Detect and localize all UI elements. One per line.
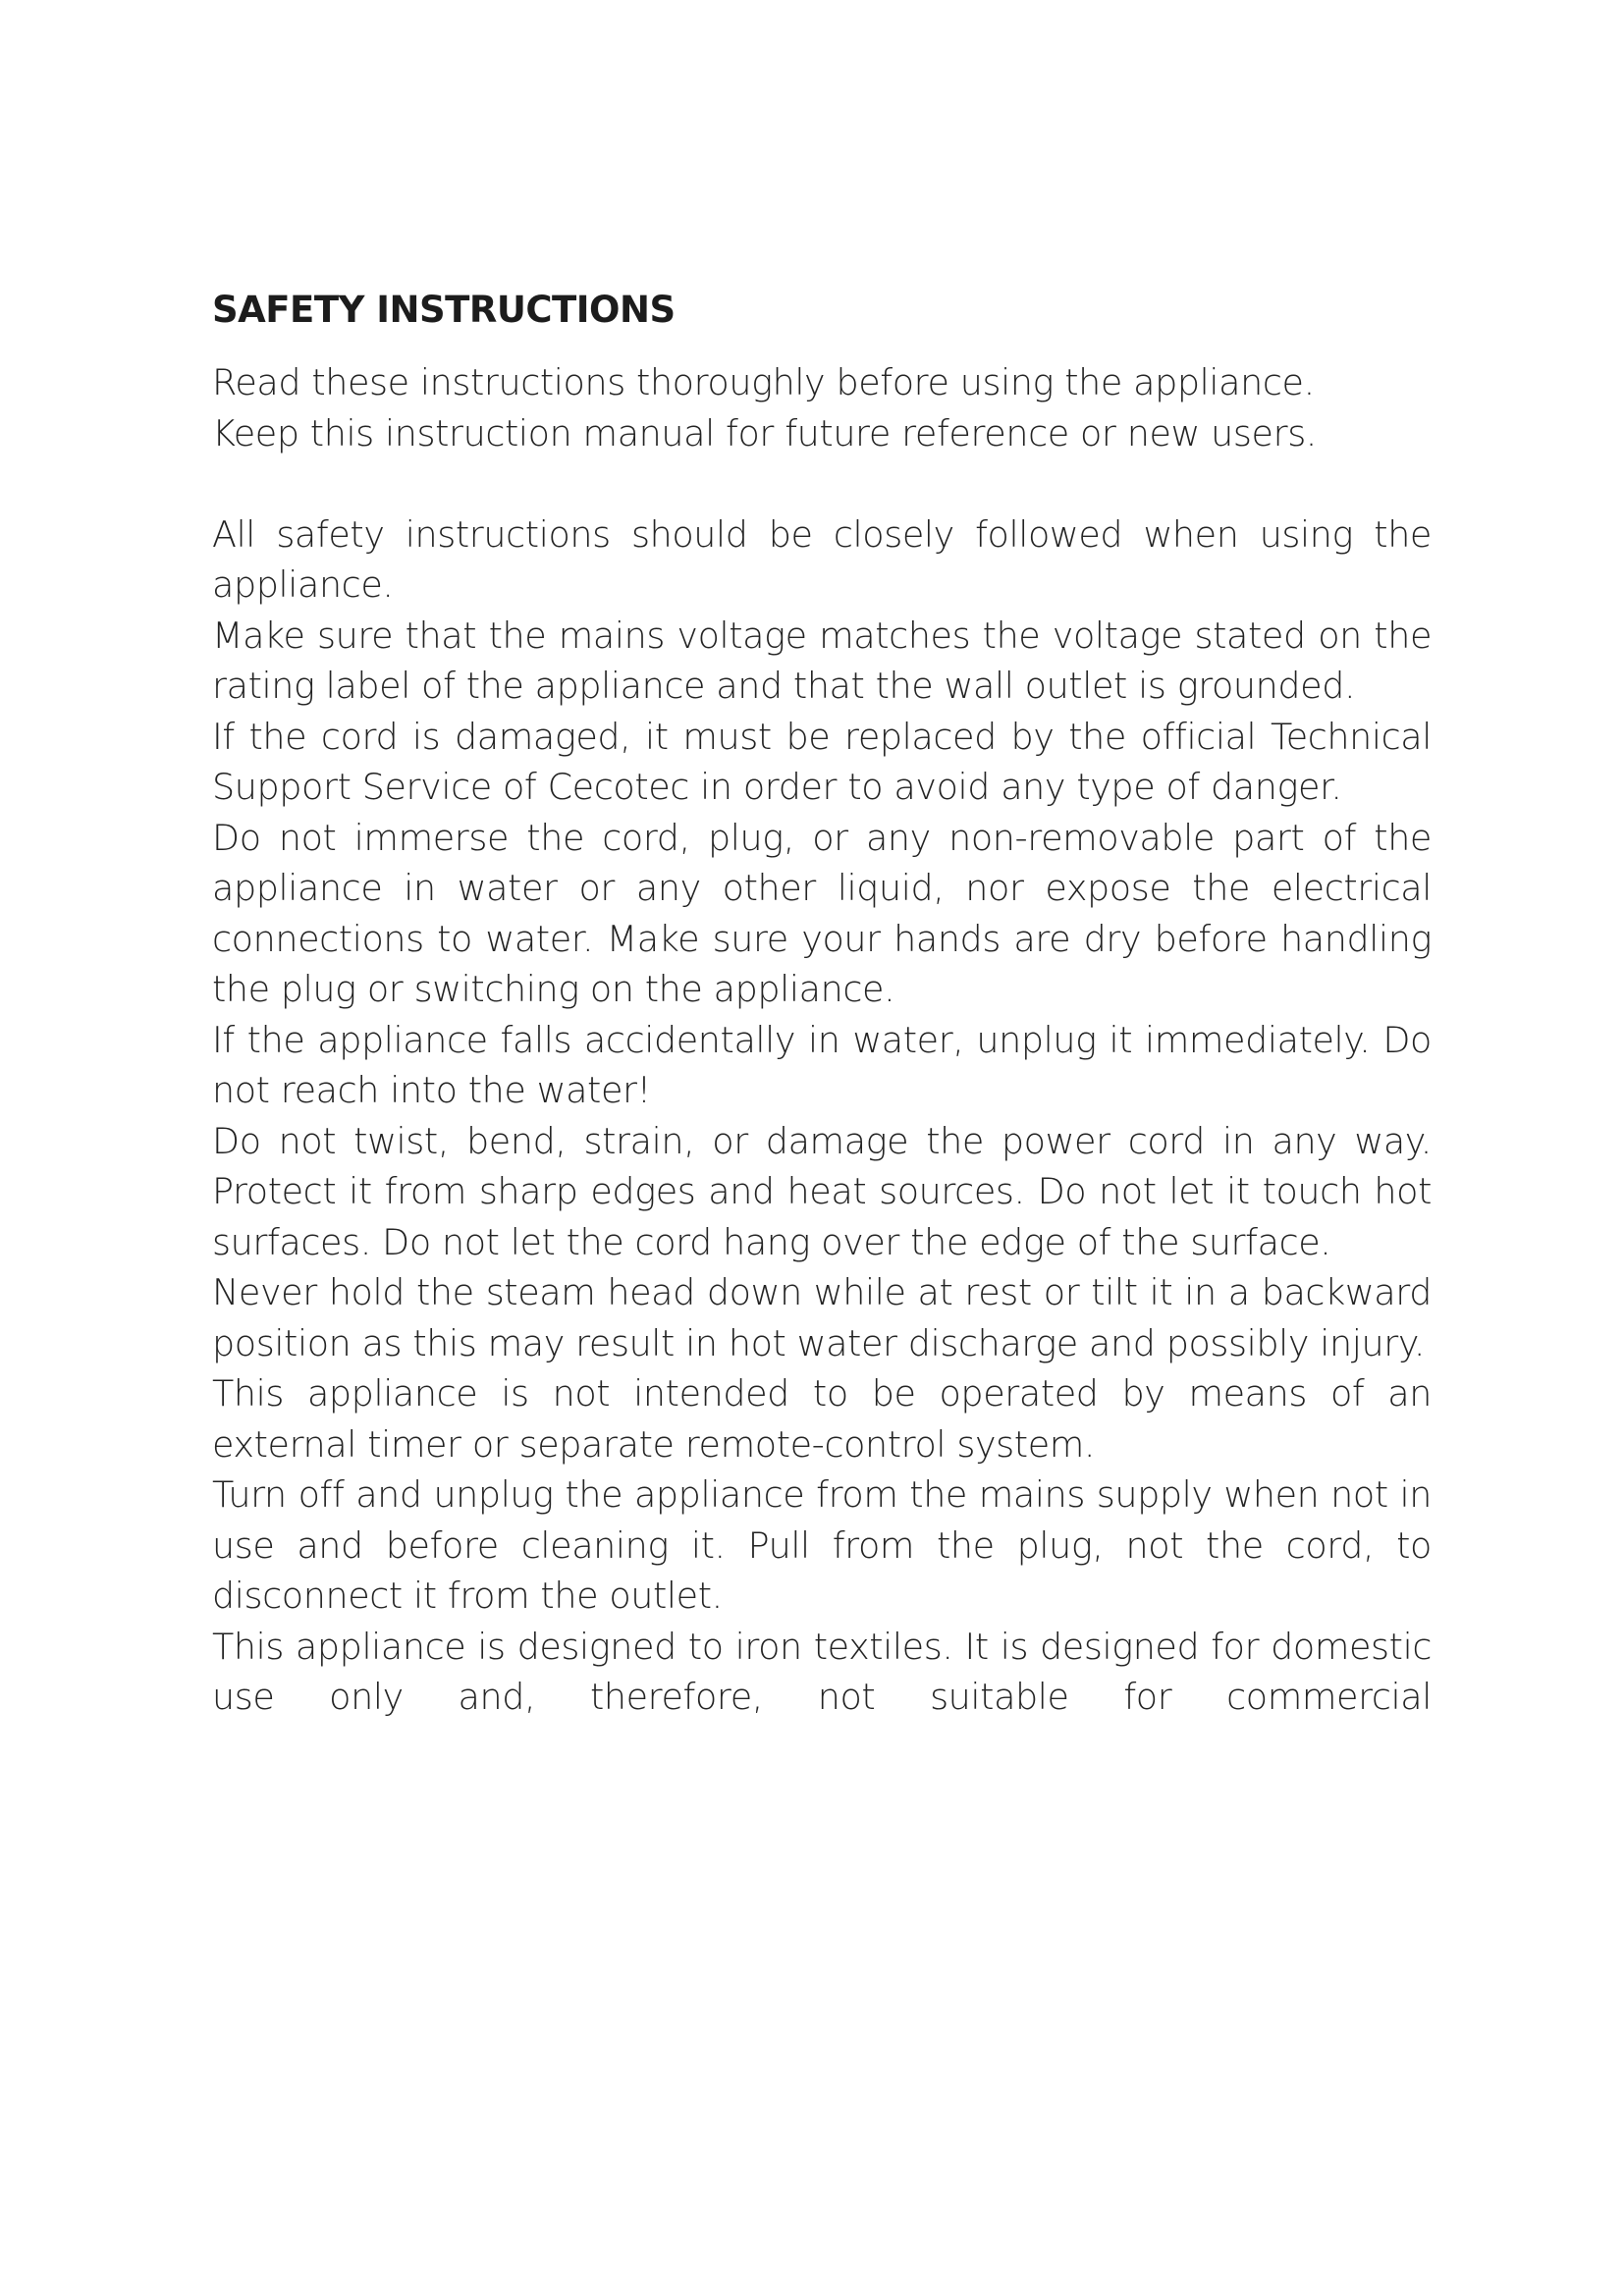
instruction-paragraph: Make sure that the mains voltage matches the voltage stated on the rating label of the appliance and that the wall outlet is grounded.	[212, 614, 1432, 707]
intro-line: Read these instructions thoroughly before using the appliance.	[212, 361, 1315, 403]
instruction-paragraph: This appliance is not intended to be operated by means of an external timer or separate remote-control system.	[212, 1372, 1432, 1466]
intro-block	[212, 357, 1432, 458]
manual-page	[212, 275, 1432, 1723]
intro-line: Keep this instruction manual for future reference or new users.	[212, 411, 1318, 454]
instructions-list	[212, 509, 1432, 1723]
instruction-paragraph: Turn off and unplug the appliance from the mains supply when not in use and before cleaning it. Pull from the plug, not the cord, to disconnect it from the outlet.	[212, 1473, 1432, 1617]
instruction-paragraph: If the cord is damaged, it must be replaced by the official Technical Support Service of Cecotec in order to avoid any type of danger.	[212, 715, 1432, 808]
instruction-paragraph: Never hold the steam head down while at rest or tilt it in a backward position as this may result in hot water discharge and possibly injury.	[212, 1271, 1432, 1364]
instruction-paragraph: This appliance is designed to iron textiles. It is designed for domestic use only and, therefore, not suitable for commercial	[212, 1625, 1432, 1718]
section-title: SAFETY INSTRUCTIONS	[212, 289, 676, 331]
instruction-paragraph: Do not twist, bend, strain, or damage the power cord in any way. Protect it from sharp edges and heat sources. Do not let it touch hot surfaces. Do not let the cord hang over the edge of the surface.	[212, 1119, 1432, 1263]
instruction-paragraph: If the appliance falls accidentally in water, unplug it immediately. Do not reach into the water!	[212, 1018, 1432, 1111]
instruction-paragraph: Do not immerse the cord, plug, or any non-removable part of the appliance in water or any other liquid, nor expose the electrical connections to water. Make sure your hands are dry before handling the plug or switching on the appliance.	[212, 816, 1432, 1010]
instruction-paragraph: All safety instructions should be closely followed when using the appliance.	[212, 512, 1432, 606]
